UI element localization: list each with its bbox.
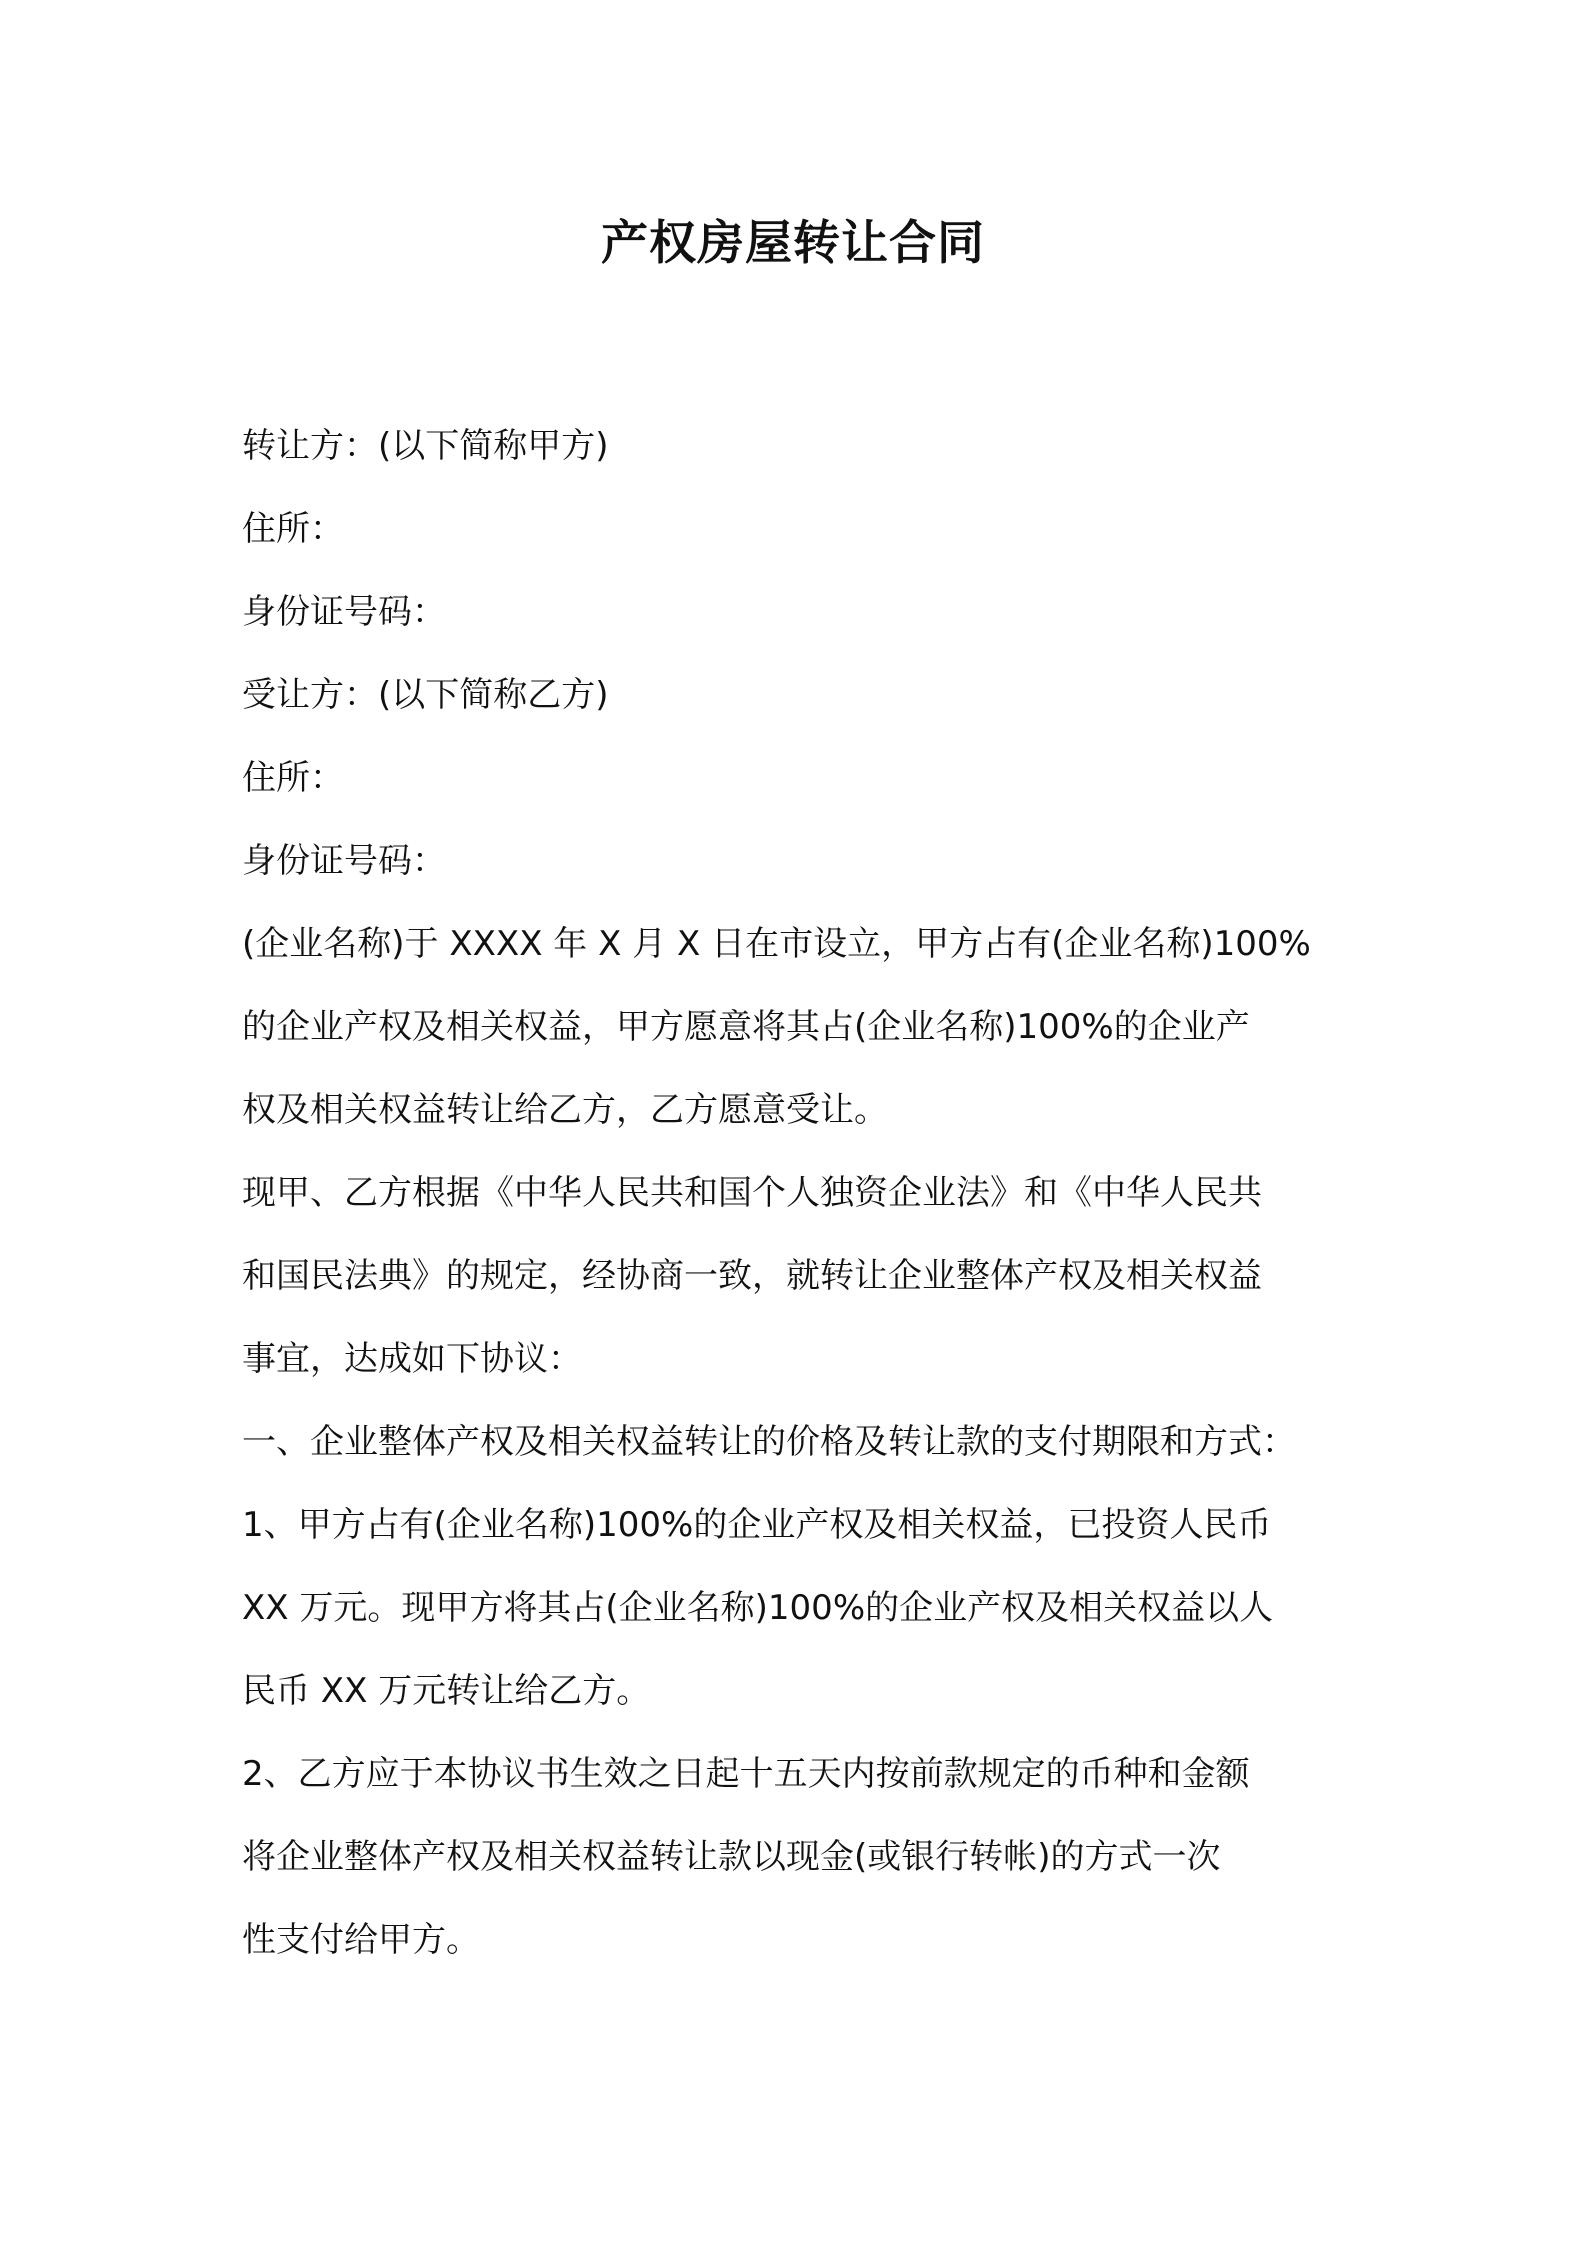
transferor-address-line: 住所： [242, 509, 344, 549]
clause-line: 将企业整体产权及相关权益转让款以现金(或银行转帐)的方式一次 [242, 1837, 1221, 1877]
paragraph-line: 和国民法典》的规定，经协商一致，就转让企业整体产权及相关权益 [242, 1256, 1262, 1296]
transferor-line: 转让方：(以下简称甲方) [242, 426, 609, 466]
transferee-address-line: 住所： [242, 758, 344, 798]
clause-line: 1、甲方占有(企业名称)100%的企业产权及相关权益，已投资人民币 [242, 1505, 1272, 1545]
document-title: 产权房屋转让合同 [601, 216, 985, 271]
clause-line: 性支付给甲方。 [242, 1920, 480, 1960]
clause-line: XX 万元。现甲方将其占(企业名称)100%的企业产权及相关权益以人 [242, 1588, 1274, 1628]
transferor-id-line: 身份证号码： [242, 592, 446, 632]
transferee-id-line: 身份证号码： [242, 841, 446, 881]
paragraph-line: 权及相关权益转让给乙方，乙方愿意受让。 [242, 1090, 888, 1130]
paragraph-line: 现甲、乙方根据《中华人民共和国个人独资企业法》和《中华人民共 [242, 1173, 1262, 1213]
transferee-line: 受让方：(以下简称乙方) [242, 675, 609, 715]
section-heading: 一、企业整体产权及相关权益转让的价格及转让款的支付期限和方式： [242, 1422, 1296, 1462]
document-body [242, 405, 1362, 1982]
clause-line: 2、乙方应于本协议书生效之日起十五天内按前款规定的币种和金额 [242, 1754, 1250, 1794]
clause-line: 民币 XX 万元转让给乙方。 [242, 1671, 651, 1711]
paragraph-line: (企业名称)于 XXXX 年 X 月 X 日在市设立，甲方占有(企业名称)100% [242, 924, 1311, 964]
paragraph-line: 事宜，达成如下协议： [242, 1339, 582, 1379]
paragraph-line: 的企业产权及相关权益，甲方愿意将其占(企业名称)100%的企业产 [242, 1007, 1250, 1047]
